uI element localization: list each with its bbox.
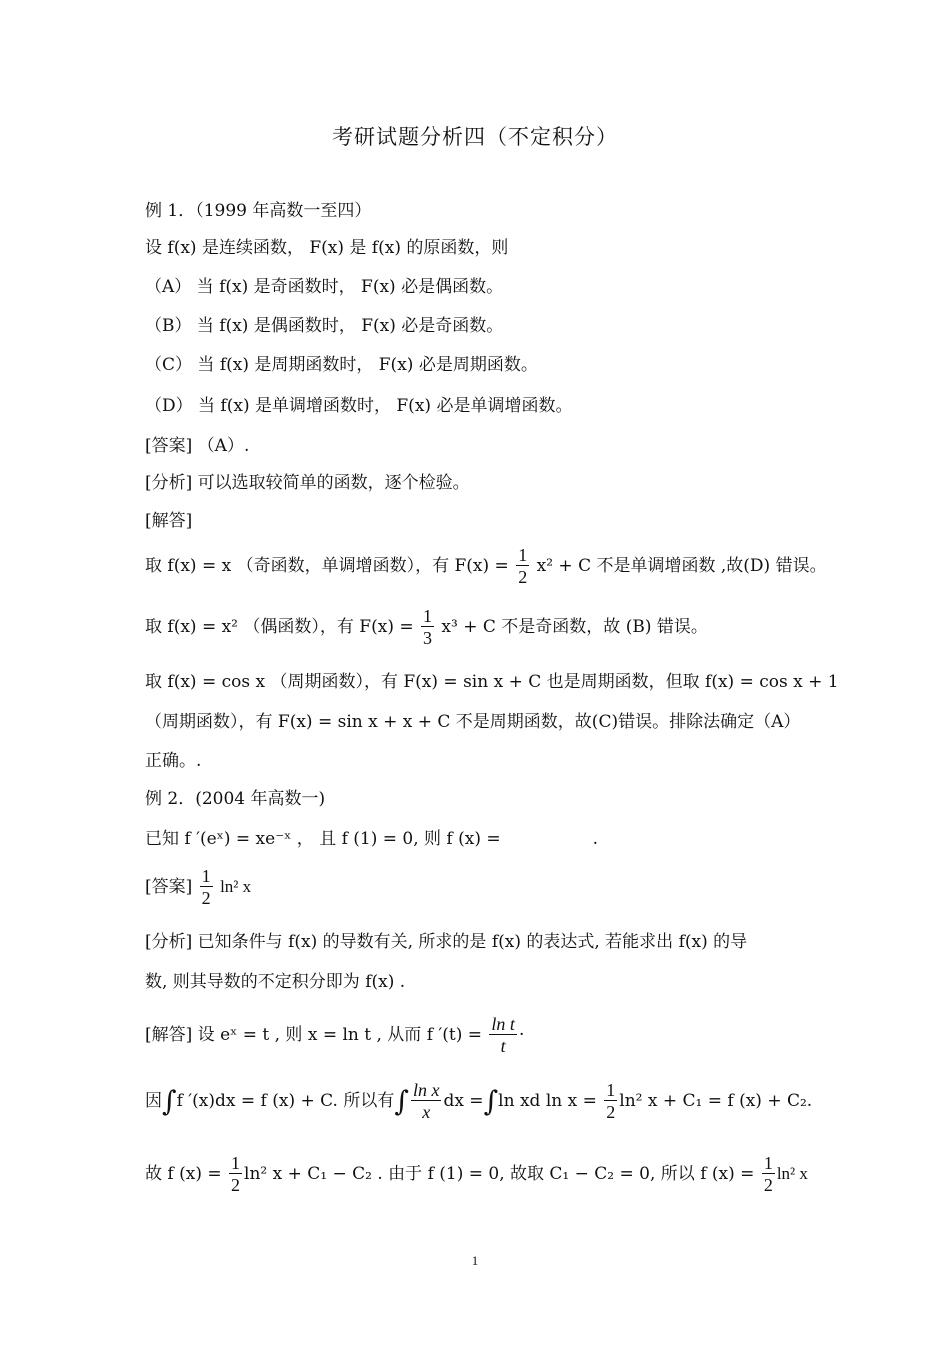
answer-expression: ln² x — [220, 877, 252, 896]
example-1-answer: [答案] （A）. — [145, 436, 250, 456]
fraction-one-half: $\frac{1}{2}$ — [763, 1153, 773, 1195]
fraction-one-half: $\frac{1}{2}$ — [606, 1080, 616, 1122]
integral-sign-icon: ∫ — [162, 1084, 177, 1118]
page-title: 考研试题分析四（不定积分） — [332, 125, 618, 149]
line-3-text-b: ln² x + C₁ − C₂ . 由于 f (1) = 0, 故取 C₁ − C₂ = 0, 所以 f (x) = — [244, 1164, 755, 1184]
example-2-analysis-line-2: 数, 则其导数的不定积分即为 f(x) . — [145, 972, 406, 992]
example-1-solution-step-2 — [145, 606, 708, 649]
example-2-solution-line-1 — [145, 1014, 524, 1057]
example-1-heading: 例 1．（1999 年高数一至四） — [145, 201, 372, 221]
fraction-ln-t-over-t: $\frac{\text{ln t}}{t}$ — [491, 1014, 515, 1056]
step-2-text-a: 取 f(x) = x² （偶函数），有 F(x) = — [145, 617, 414, 637]
fraction-one-third: $\frac{1}{3}$ — [423, 606, 433, 648]
solution-text-b: · — [518, 1025, 525, 1045]
line-3-text-c: ln² x — [776, 1164, 808, 1183]
step-1-text-a: 取 f(x) = x （奇函数，单调增函数），有 F(x) = — [145, 556, 509, 576]
example-1-solution-label: [解答] — [145, 511, 193, 531]
solution-text-a: [解答] 设 eˣ = t , 则 x = ln t , 从而 f ′(t) = — [145, 1025, 483, 1045]
integral-sign-icon: ∫ — [483, 1084, 499, 1118]
example-1-solution-step-3: 取 f(x) = cos x （周期函数），有 F(x) = sin x + C 也是周期函数，但取 f(x) = cos x + 1 — [145, 672, 839, 692]
option-c: （C） 当 f(x) 是周期函数时， F(x) 必是周期函数。 — [145, 355, 538, 375]
option-b: （B） 当 f(x) 是偶函数时， F(x) 必是奇函数。 — [145, 316, 504, 336]
line-2-text-e: ln² x + C₁ = f (x) + C₂. — [619, 1091, 813, 1111]
step-1-text-b: x² + C 不是单调增函数 ,故(D) 错误。 — [536, 556, 827, 576]
example-2-answer — [145, 866, 251, 909]
line-2-text-d: ln xd ln x = — [498, 1091, 597, 1111]
stem-end: . — [592, 829, 599, 849]
line-2-text-b: f ′(x)dx = f (x) + C. 所以有 — [176, 1091, 395, 1111]
line-3-text-a: 故 f (x) = — [145, 1164, 222, 1184]
example-2-heading: 例 2．(2004 年高数一) — [145, 789, 326, 809]
answer-label: [答案] — [145, 877, 193, 897]
example-2-solution-line-3 — [145, 1153, 808, 1196]
step-2-text-b: x³ + C 不是奇函数，故 (B) 错误。 — [441, 617, 708, 637]
example-2-analysis-line-1: [分析] 已知条件与 f(x) 的导数有关, 所求的是 f(x) 的表达式, 若能求出 f(x) 的导 — [145, 932, 748, 952]
fraction-one-half: $\frac{1}{2}$ — [201, 866, 211, 908]
fraction-one-half: $\frac{1}{2}$ — [231, 1153, 241, 1195]
integral-sign-icon: ∫ — [394, 1084, 409, 1118]
example-1-solution-step-1 — [145, 545, 827, 588]
example-1-stem: 设 f(x) 是连续函数， F(x) 是 f(x) 的原函数，则 — [145, 238, 509, 258]
line-2-text-a: 因 — [145, 1091, 162, 1111]
stem-text: 已知 f ′(eˣ) = xe⁻ˣ ， 且 f (1) = 0, 则 f (x) = — [145, 829, 501, 849]
example-2-solution-line-2 — [145, 1080, 812, 1123]
fraction-ln-x-over-x: $\frac{\text{ln x}}{x}$ — [412, 1080, 440, 1122]
option-a: （A） 当 f(x) 是奇函数时， F(x) 必是偶函数。 — [145, 277, 504, 297]
line-2-text-c: dx = — [443, 1091, 484, 1111]
example-2-stem — [145, 827, 598, 851]
option-d: （D） 当 f(x) 是单调增函数时， F(x) 必是单调增函数。 — [145, 396, 573, 416]
example-1-solution-step-5: 正确。. — [145, 751, 202, 771]
example-1-solution-step-4: （周期函数），有 F(x) = sin x + x + C 不是周期函数，故(C)错误。排除法确定（A） — [145, 712, 801, 732]
example-1-analysis: [分析] 可以选取较简单的函数，逐个检验。 — [145, 473, 470, 493]
page-number: 1 — [471, 1253, 479, 1268]
fraction-one-half: $\frac{1}{2}$ — [518, 545, 528, 587]
